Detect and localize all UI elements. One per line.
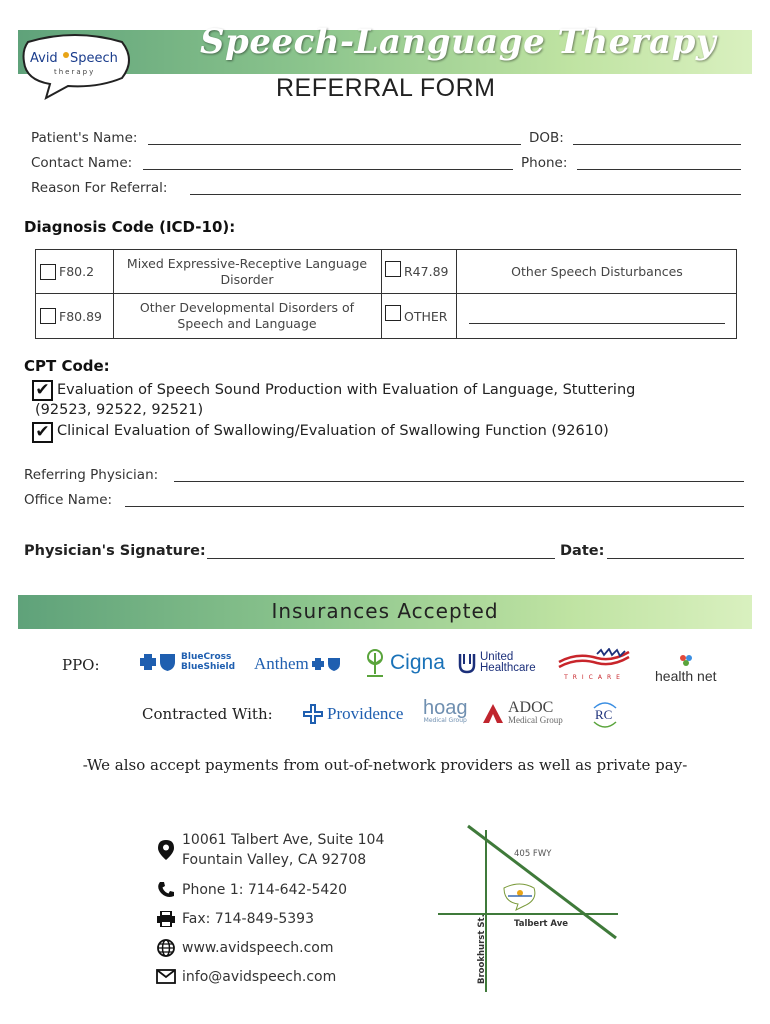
office-name-field[interactable] <box>125 493 744 507</box>
hoag-text: hoag <box>423 697 468 719</box>
insurance-heading: Insurances Accepted <box>271 599 499 623</box>
diagnosis-heading: Diagnosis Code (ICD-10): <box>24 218 236 236</box>
cpt-item[interactable] <box>32 422 732 446</box>
date-field[interactable] <box>607 545 744 559</box>
dx-code: OTHER <box>404 308 448 324</box>
web-row <box>152 933 412 962</box>
united-text: United <box>480 651 514 663</box>
address-line-2: Fountain Valley, CA 92708 <box>182 852 367 868</box>
providence-logo <box>302 703 403 725</box>
contact-name-field[interactable] <box>143 156 513 170</box>
dx-option-r47-89[interactable] <box>385 250 455 293</box>
adoc-mountain-icon <box>481 702 505 724</box>
providence-cross-icon <box>302 703 324 725</box>
map-location-marker-icon <box>504 884 535 910</box>
dx-option-other[interactable] <box>385 294 455 338</box>
checkbox[interactable] <box>40 264 56 280</box>
fax-row <box>152 904 412 933</box>
united-healthcare-logo <box>458 652 536 674</box>
location-map <box>436 822 626 992</box>
rc-swirl-icon <box>588 700 622 732</box>
website-link[interactable]: www.avidspeech.com <box>182 939 334 956</box>
hoag-subtext: Medical Group <box>423 717 467 724</box>
reason-label: Reason For Referral: <box>31 180 168 196</box>
adoc-subtext: Medical Group <box>508 715 563 725</box>
dx-description: Mixed Expressive-Receptive Language Disorder <box>126 255 368 287</box>
cpt-text: Clinical Evaluation of Swallowing/Evaluation of Swallowing Function (92610) <box>57 423 609 439</box>
email-row <box>152 962 412 991</box>
avid-speech-logo <box>18 32 133 100</box>
fax-icon <box>152 911 180 927</box>
patient-name-field[interactable] <box>148 131 521 145</box>
rc-logo <box>588 700 622 734</box>
address-line-1: 10061 Talbert Ave, Suite 104 <box>182 832 385 848</box>
cigna-text: Cigna <box>390 651 445 674</box>
cpt-text: Evaluation of Speech Sound Production with Evaluation of Language, Stuttering <box>57 382 636 398</box>
dx-description: Other Developmental Disorders of Speech and Language <box>139 300 355 331</box>
anthem-logo <box>254 654 342 674</box>
dob-label: DOB: <box>529 130 564 146</box>
checkbox-checked[interactable]: ✔ <box>32 422 53 443</box>
phone-row <box>152 876 412 904</box>
tricare-text: TRICARE <box>564 674 625 681</box>
phone-icon <box>152 881 180 899</box>
cigna-logo <box>362 648 445 678</box>
bcbs-cross-shield-icon <box>139 652 177 672</box>
payment-note: -We also accept payments from out-of-network providers as well as private pay- <box>82 756 688 774</box>
logo-word-avid: Avid <box>30 51 58 66</box>
office-name-label: Office Name: <box>24 492 113 508</box>
location-pin-icon <box>152 840 180 860</box>
reason-field[interactable] <box>190 181 741 195</box>
healthnet-flower-icon <box>677 653 695 667</box>
diagnosis-table <box>35 249 737 339</box>
tricare-flag-icon <box>557 648 632 672</box>
logo-word-speech: Speech <box>70 51 118 66</box>
dx-code: R47.89 <box>404 264 449 279</box>
envelope-icon <box>152 969 180 984</box>
checkbox-checked[interactable]: ✔ <box>32 380 53 401</box>
phone-label: Phone: <box>521 155 568 171</box>
anthem-cross-shield-icon <box>312 656 342 672</box>
bcbs-text: BlueCross <box>181 652 232 662</box>
page-title: REFERRAL FORM <box>276 74 496 102</box>
patient-name-label: Patient's Name: <box>31 130 138 146</box>
dx-description: Other Speech Disturbances <box>511 264 683 279</box>
dx-code: F80.89 <box>59 308 102 324</box>
healthnet-logo <box>655 652 717 684</box>
united-u-icon <box>458 652 476 674</box>
fax-text: Fax: 714-849-5393 <box>182 910 314 927</box>
referring-physician-field[interactable] <box>174 468 744 482</box>
contracted-label: Contracted With: <box>142 705 273 723</box>
checkbox[interactable] <box>385 305 401 321</box>
cigna-tree-icon <box>362 648 388 678</box>
dx-option-f80-2[interactable] <box>40 250 112 293</box>
united-text: Healthcare <box>480 662 536 674</box>
map-label-fwy: 405 FWY <box>514 849 552 859</box>
providence-text: Providence <box>327 704 404 723</box>
cpt-heading: CPT Code: <box>24 357 110 375</box>
healthnet-text: health net <box>655 668 717 684</box>
dx-option-f80-89[interactable] <box>40 294 112 338</box>
tricare-logo <box>557 648 632 680</box>
email-link[interactable]: info@avidspeech.com <box>182 968 337 985</box>
anthem-text: Anthem <box>254 654 309 673</box>
dob-field[interactable] <box>573 131 741 145</box>
map-label-brookhurst: Brookhurst St. <box>477 914 487 984</box>
referring-physician-label: Referring Physician: <box>24 467 159 483</box>
bcbs-text: BlueShield <box>181 662 236 672</box>
bcbs-logo <box>139 652 235 672</box>
script-title: Speech-Language Therapy <box>200 22 717 62</box>
contact-name-label: Contact Name: <box>31 155 133 171</box>
phone-field[interactable] <box>577 156 741 170</box>
contact-block <box>152 830 412 991</box>
rc-text: RC <box>595 707 613 722</box>
logo-word-therapy: therapy <box>54 68 96 76</box>
map-label-talbert: Talbert Ave <box>514 919 568 929</box>
adoc-text: ADOC <box>508 699 554 716</box>
checkbox[interactable] <box>40 308 56 324</box>
date-label: Date: <box>560 543 605 559</box>
checkbox[interactable] <box>385 261 401 277</box>
address-row <box>152 830 412 870</box>
ppo-label: PPO: <box>62 656 100 674</box>
globe-icon <box>152 939 180 957</box>
phone-text[interactable]: Phone 1: 714-642-5420 <box>182 882 348 898</box>
cpt-codes: (92523, 92522, 92521) <box>35 402 204 418</box>
adoc-logo <box>481 700 563 725</box>
hoag-logo <box>423 698 468 724</box>
dx-code: F80.2 <box>59 264 95 279</box>
dx-other-field[interactable] <box>469 310 725 324</box>
signature-label: Physician's Signature: <box>24 543 206 559</box>
signature-field[interactable] <box>207 545 555 559</box>
